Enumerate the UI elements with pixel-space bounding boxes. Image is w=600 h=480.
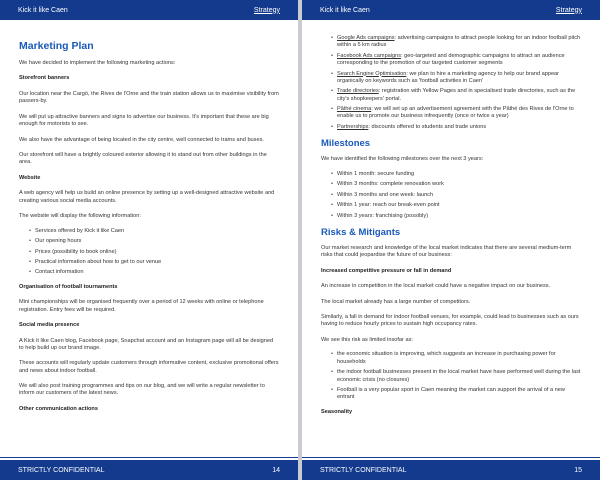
communication-actions-list	[331, 35, 581, 131]
header-section-link[interactable]: Strategy	[253, 6, 280, 14]
list-item: • Within 3 months: complete renovation work	[331, 181, 581, 188]
risk-mitigants-list	[331, 351, 581, 401]
paragraph: We see this risk as limited insofar as:	[321, 336, 413, 343]
action-term: Partnerships	[337, 123, 369, 130]
paragraph: An increase in competition in the local market could have a negative impact on our business.	[321, 283, 551, 290]
milestones-list	[331, 171, 581, 220]
page-header	[0, 0, 298, 20]
page-15	[302, 0, 600, 480]
subheading-tournaments: Organisation of football tournaments	[19, 283, 118, 290]
page-number: 15	[574, 466, 582, 474]
list-item	[331, 88, 581, 103]
subheading-competition: Increased competitive pressure or fall in demand	[321, 267, 452, 274]
list-item: • Practical information about how to get to our venue	[29, 259, 279, 266]
action-text: : registration with Yellow Pages and in specialised trade directories, such as the city's shopkeepers' portal.	[337, 88, 576, 102]
page-header	[302, 0, 600, 20]
page-footer	[0, 460, 298, 480]
list-item	[331, 53, 581, 68]
list-item: • Within 3 years: franchising (possibly)	[331, 213, 581, 220]
section-title: Marketing Plan	[19, 40, 94, 52]
list-item: • the indoor football businesses present in the local market have have performed well during the last economic crisis (no closures)	[331, 369, 581, 384]
section-title-milestones: Milestones	[321, 138, 371, 150]
paragraph: A web agency will help us build an online presence by setting up a well-designed attractive website and creating various social media accounts.	[19, 190, 275, 204]
paragraph: The local market already has a large number of competitors.	[321, 298, 471, 305]
subheading-storefront: Storefront banners	[19, 75, 70, 82]
subheading-other-communication: Other communication actions	[19, 405, 98, 412]
intro-text: We have decided to implement the following marketing actions:	[19, 60, 176, 66]
action-text: : we will set up an advertisement agreement with the Pâthé des Rives de l'Orne to enable us to promote our business infrequently (once or twice a year)	[337, 106, 574, 120]
list-item: • Within 1 month: secure funding	[331, 171, 581, 178]
paragraph: These accounts will regularly update customers through informative content, exclusive promotional offers and news about indoor football.	[19, 360, 279, 374]
section-title-risks: Risks & Mitigants	[321, 226, 401, 238]
action-term: Trade directories	[337, 88, 379, 95]
paragraph: The website will display the following information:	[19, 213, 141, 220]
list-item	[331, 106, 581, 121]
paragraph: Mini championships will be organised frequently over a period of 12 weeks with online or telephone registration. Entry fees will be required.	[19, 299, 264, 313]
subheading-seasonality: Seasonality	[321, 408, 353, 415]
list-item: • Prices (possibility to book online)	[29, 249, 279, 256]
action-text: : geo-targeted and demographic campaigns to attract an audience corresponding to the promotion of our targeted customer segments	[337, 52, 565, 67]
list-item: • Services offered by Kick it like Caen	[29, 228, 279, 235]
subheading-social-media: Social media presence	[19, 322, 80, 329]
list-item: • Our opening hours	[29, 238, 279, 245]
list-item	[331, 71, 581, 86]
page-content	[19, 40, 279, 421]
action-text: : we plan to hire a marketing agency to help our brand appear organically on keywords such as 'football activities in Caen'	[337, 70, 560, 84]
paragraph: We will also post training programmes and tips on our blog, and we will write a regular newsletter to inform our customers of the latest news.	[19, 383, 265, 397]
list-item: • the economic situation is improving, which suggests an increase in purchasing power for households	[331, 351, 581, 366]
header-section-link[interactable]: Strategy	[555, 6, 582, 14]
paragraph: We also have the advantage of being located in the city centre, well connected to trams and buses.	[19, 136, 264, 143]
header-company: Kick it like Caen	[320, 6, 370, 14]
list-item: • Within 3 months and one week: launch	[331, 192, 581, 199]
list-item	[331, 35, 581, 50]
paragraph: Our location near the Cargö, the Rives de l'Orne and the train station allows us to maximise visibility from passers-by.	[19, 90, 279, 105]
page-number: 14	[272, 466, 280, 474]
paragraph: Our market research and knowledge of the local market indicates that there are several medium-term risks that could jeopardise the future of our business:	[321, 244, 572, 259]
action-term: Facebook Ads campaigns	[337, 52, 402, 59]
list-item: • Contact information	[29, 269, 279, 276]
header-company: Kick it like Caen	[18, 6, 68, 14]
page-footer	[302, 460, 600, 480]
subheading-website: Website	[19, 174, 41, 181]
paragraph: Similarly, a fall in demand for indoor football venues, for example, could lead to businesses such as ours having to reduce hourly prices to sustain high occupancy rates.	[321, 314, 579, 328]
paragraph: We have identified the following milestones over the next 3 years:	[321, 156, 484, 163]
action-text: : advertising campaigns to attract people looking for an indoor football pitch within a 5 km radius	[337, 35, 581, 49]
footer-confidential: STRICTLY CONFIDENTIAL	[18, 466, 105, 474]
paragraph: A Kick it like Caen blog, Facebook page, Snapchat account and an Instagram page will all be designed to help build up our brand image.	[19, 337, 274, 351]
action-term: Search Engine Optimisation	[337, 70, 407, 77]
paragraph: Our storefront will have a brightly coloured exterior allowing it to stand out from other buildings in the area.	[19, 152, 267, 166]
list-item: • Within 1 year: reach our break-even point	[331, 202, 581, 209]
footer-confidential: STRICTLY CONFIDENTIAL	[320, 466, 407, 474]
action-term: Google Ads campaigns	[337, 35, 395, 41]
list-item	[331, 124, 581, 131]
list-item: • Football is a very popular sport in Caen meaning the market can support the arrival of a new entrant	[331, 387, 581, 402]
action-text: : discounts offered to students and trade unions	[368, 123, 487, 130]
action-term: Pâthé cinema	[337, 106, 372, 113]
page-content	[321, 35, 581, 424]
website-info-list	[29, 228, 279, 277]
paragraph: We will put up attractive banners and signs to advertise our business. It's important that these are big enough for motorists to see.	[19, 113, 269, 128]
page-14	[0, 0, 298, 480]
